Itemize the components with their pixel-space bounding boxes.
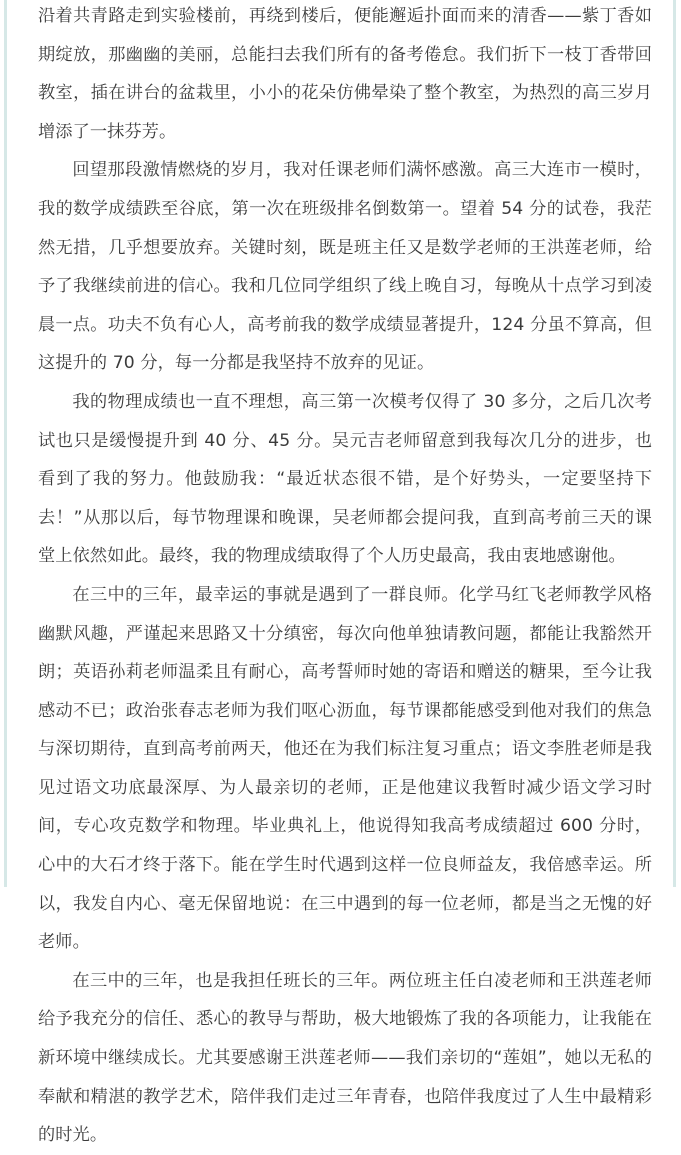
right-edge-rule [673,0,676,887]
paragraph-2: 回望那段激情燃烧的岁月，我对任课老师们满怀感激。高三大连市一模时，我的数学成绩跌至谷底，第一次在班级排名倒数第一。望着 54 分的试卷，我茫然无措，几乎想要放弃。关键时刻，既是班主任又是数学老师的王洪莲老师，给予了我继续前进的信心。我和几位同学组织了线上晚自习，每晚从十点学习到凌晨一点。功夫不负有心人，高考前我的数学成绩显著提升，124 分虽不算高，但这提升的 70 分，每一分都是我坚持不放弃的见证。 [38,160,652,374]
paragraph-4: 在三中的三年，最幸运的事就是遇到了一群良师。化学马红飞老师教学风格幽默风趣，严谨起来思路又十分缜密，每次向他单独请教问题，都能让我豁然开朗；英语孙莉老师温柔且有耐心，高考誓师时她的寄语和赠送的糖果，至今让我感动不已；政治张春志老师为我们呕心沥血，每节课都能感受到他对我们的焦急与深切期待，直到高考前两天，他还在为我们标注复习重点；语文李胜老师是我见过语文功底最深厚、为人最亲切的老师，正是他建议我暂时减少语文学习时间，专心攻克数学和物理。毕业典礼上，他说得知我高考成绩超过 600 分时，心中的大石才终于落下。能在学生时代遇到这样一位良师益友，我倍感幸运。所以，我发自内心、毫无保留地说：在三中遇到的每一位老师，都是当之无愧的好老师。 [38,584,652,953]
paragraph-3: 我的物理成绩也一直不理想，高三第一次模考仅得了 30 多分，之后几次考试也只是缓慢提升到 40 分、45 分。吴元吉老师留意到我每次几分的进步，也看到了我的努力。他鼓励我：“最近状态很不错，是个好势头，一定要坚持下去！”从那以后，每节物理课和晚课，吴老师都会提问我，直到高考前三天的课堂上依然如此。最终，我的物理成绩取得了个人历史最高，我由衷地感谢他。 [38,391,652,567]
paragraph-5: 在三中的三年，也是我担任班长的三年。两位班主任白凌老师和王洪莲老师给予我充分的信任、悉心的教导与帮助，极大地锻炼了我的各项能力，让我能在新环境中继续成长。尤其要感谢王洪莲老师——我们亲切的“莲姐”，她以无私的奉献和精湛的教学艺术，陪伴我们走过三年青春，也陪伴我度过了人生中最精彩的时光。 [38,970,652,1146]
left-edge-rule [4,0,7,887]
paragraph-1: 沿着共青路走到实验楼前，再绕到楼后，便能邂逅扑面而来的清香——紫丁香如期绽放，那幽幽的美丽，总能扫去我们所有的备考倦怠。我们折下一枝丁香带回教室，插在讲台的盆栽里，小小的花朵仿佛晕染了整个教室，为热烈的高三岁月增添了一抹芬芳。 [38,6,652,142]
article-body [38,0,652,1155]
